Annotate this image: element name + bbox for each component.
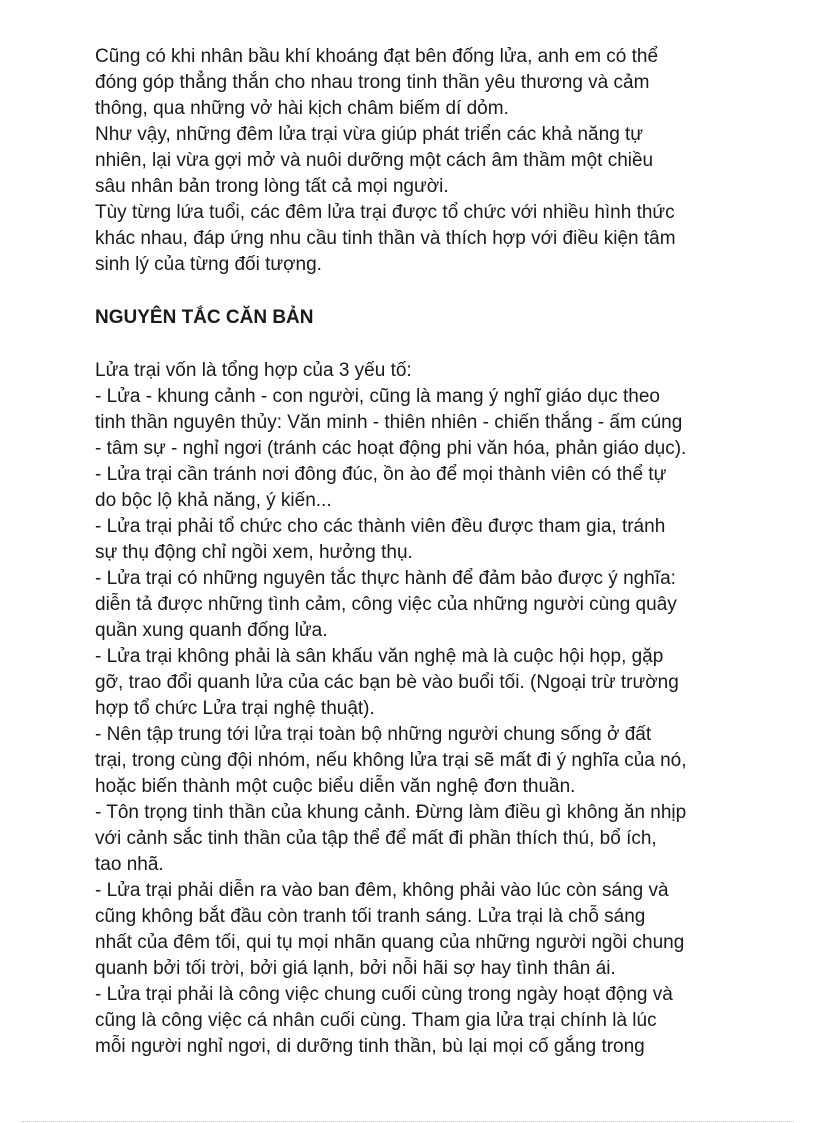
text-line: gỡ, trao đổi quanh lửa của các bạn bè vào buổi tối. (Ngoại trừ trường	[95, 672, 679, 693]
section-heading: NGUYÊN TẮC CĂN BẢN	[95, 307, 314, 328]
text-line: sâu nhân bản trong lòng tất cả mọi người.	[95, 176, 449, 197]
text-line: - Lửa trại không phải là sân khấu văn nghệ mà là cuộc hội họp, gặp	[95, 646, 664, 667]
text-line: - Nên tập trung tới lửa trại toàn bộ những người chung sống ở đất	[95, 724, 652, 745]
text-line: với cảnh sắc tinh thần của tập thể để mất đi phần thích thú, bổ ích,	[95, 828, 657, 849]
text-line: mỗi người nghỉ ngơi, di dưỡng tinh thần, bù lại mọi cố gắng trong	[95, 1036, 645, 1057]
text-line: cũng là công việc cá nhân cuối cùng. Tham gia lửa trại chính là lúc	[95, 1010, 657, 1031]
principles-body	[95, 358, 775, 1060]
text-line: cũng không bắt đầu còn tranh tối tranh sáng. Lửa trại là chỗ sáng	[95, 906, 646, 927]
text-line: diễn tả được những tình cảm, công việc của những người cùng quây	[95, 594, 677, 615]
text-line: - Lửa trại cần tránh nơi đông đúc, ồn ào để mọi thành viên có thể tự	[95, 464, 667, 485]
text-line: sinh lý của từng đối tượng.	[95, 254, 322, 275]
text-line: - Lửa - khung cảnh - con người, cũng là mang ý nghĩ giáo dục theo	[95, 386, 660, 407]
text-line: do bộc lộ khả năng, ý kiến...	[95, 490, 332, 511]
text-line: hợp tổ chức Lửa trại nghệ thuật).	[95, 698, 375, 719]
text-line: - Lửa trại phải diễn ra vào ban đêm, không phải vào lúc còn sáng và	[95, 880, 669, 901]
text-line: - Tôn trọng tinh thần của khung cảnh. Đừng làm điều gì không ăn nhịp	[95, 802, 687, 823]
text-line: sự thụ động chỉ ngồi xem, hưởng thụ.	[95, 542, 413, 563]
text-line: tinh thần nguyên thủy: Văn minh - thiên nhiên - chiến thắng - ấm cúng	[95, 412, 683, 433]
text-line: - Lửa trại phải tổ chức cho các thành viên đều được tham gia, tránh	[95, 516, 666, 537]
text-line: tao nhã.	[95, 854, 164, 875]
page-footer-divider	[22, 1121, 794, 1122]
text-line: Cũng có khi nhân bầu khí khoáng đạt bên đống lửa, anh em có thể	[95, 46, 659, 67]
text-line: nhiên, lại vừa gợi mở và nuôi dưỡng một cách âm thầm một chiều	[95, 150, 654, 171]
document-page	[95, 44, 775, 1060]
text-line: đóng góp thẳng thắn cho nhau trong tinh thần yêu thương và cảm	[95, 72, 650, 93]
text-line: nhất của đêm tối, qui tụ mọi nhãn quang của những người ngồi chung	[95, 932, 685, 953]
text-line: Tùy từng lứa tuổi, các đêm lửa trại được tổ chức với nhiều hình thức	[95, 202, 675, 223]
text-line: quần xung quanh đống lửa.	[95, 620, 328, 641]
text-line: - tâm sự - nghỉ ngơi (tránh các hoạt động phi văn hóa, phản giáo dục).	[95, 438, 687, 459]
text-line: Như vậy, những đêm lửa trại vừa giúp phát triển các khả năng tự	[95, 124, 644, 145]
text-line: hoặc biến thành một cuộc biểu diễn văn nghệ đơn thuần.	[95, 776, 576, 797]
text-line: thông, qua những vở hài kịch châm biếm dí dỏm.	[95, 98, 509, 119]
text-line: quanh bởi tối trời, bởi giá lạnh, bởi nỗi hãi sợ hay tình thân ái.	[95, 958, 616, 979]
text-line: khác nhau, đáp ứng nhu cầu tinh thần và thích hợp với điều kiện tâm	[95, 228, 676, 249]
text-line: Lửa trại vốn là tổng hợp của 3 yếu tố:	[95, 360, 412, 381]
text-line: - Lửa trại có những nguyên tắc thực hành để đảm bảo được ý nghĩa:	[95, 568, 676, 589]
text-line: trại, trong cùng đội nhóm, nếu không lửa trại sẽ mất đi ý nghĩa của nó,	[95, 750, 687, 771]
intro-paragraphs	[95, 44, 775, 278]
text-line: - Lửa trại phải là công việc chung cuối cùng trong ngày hoạt động và	[95, 984, 673, 1005]
